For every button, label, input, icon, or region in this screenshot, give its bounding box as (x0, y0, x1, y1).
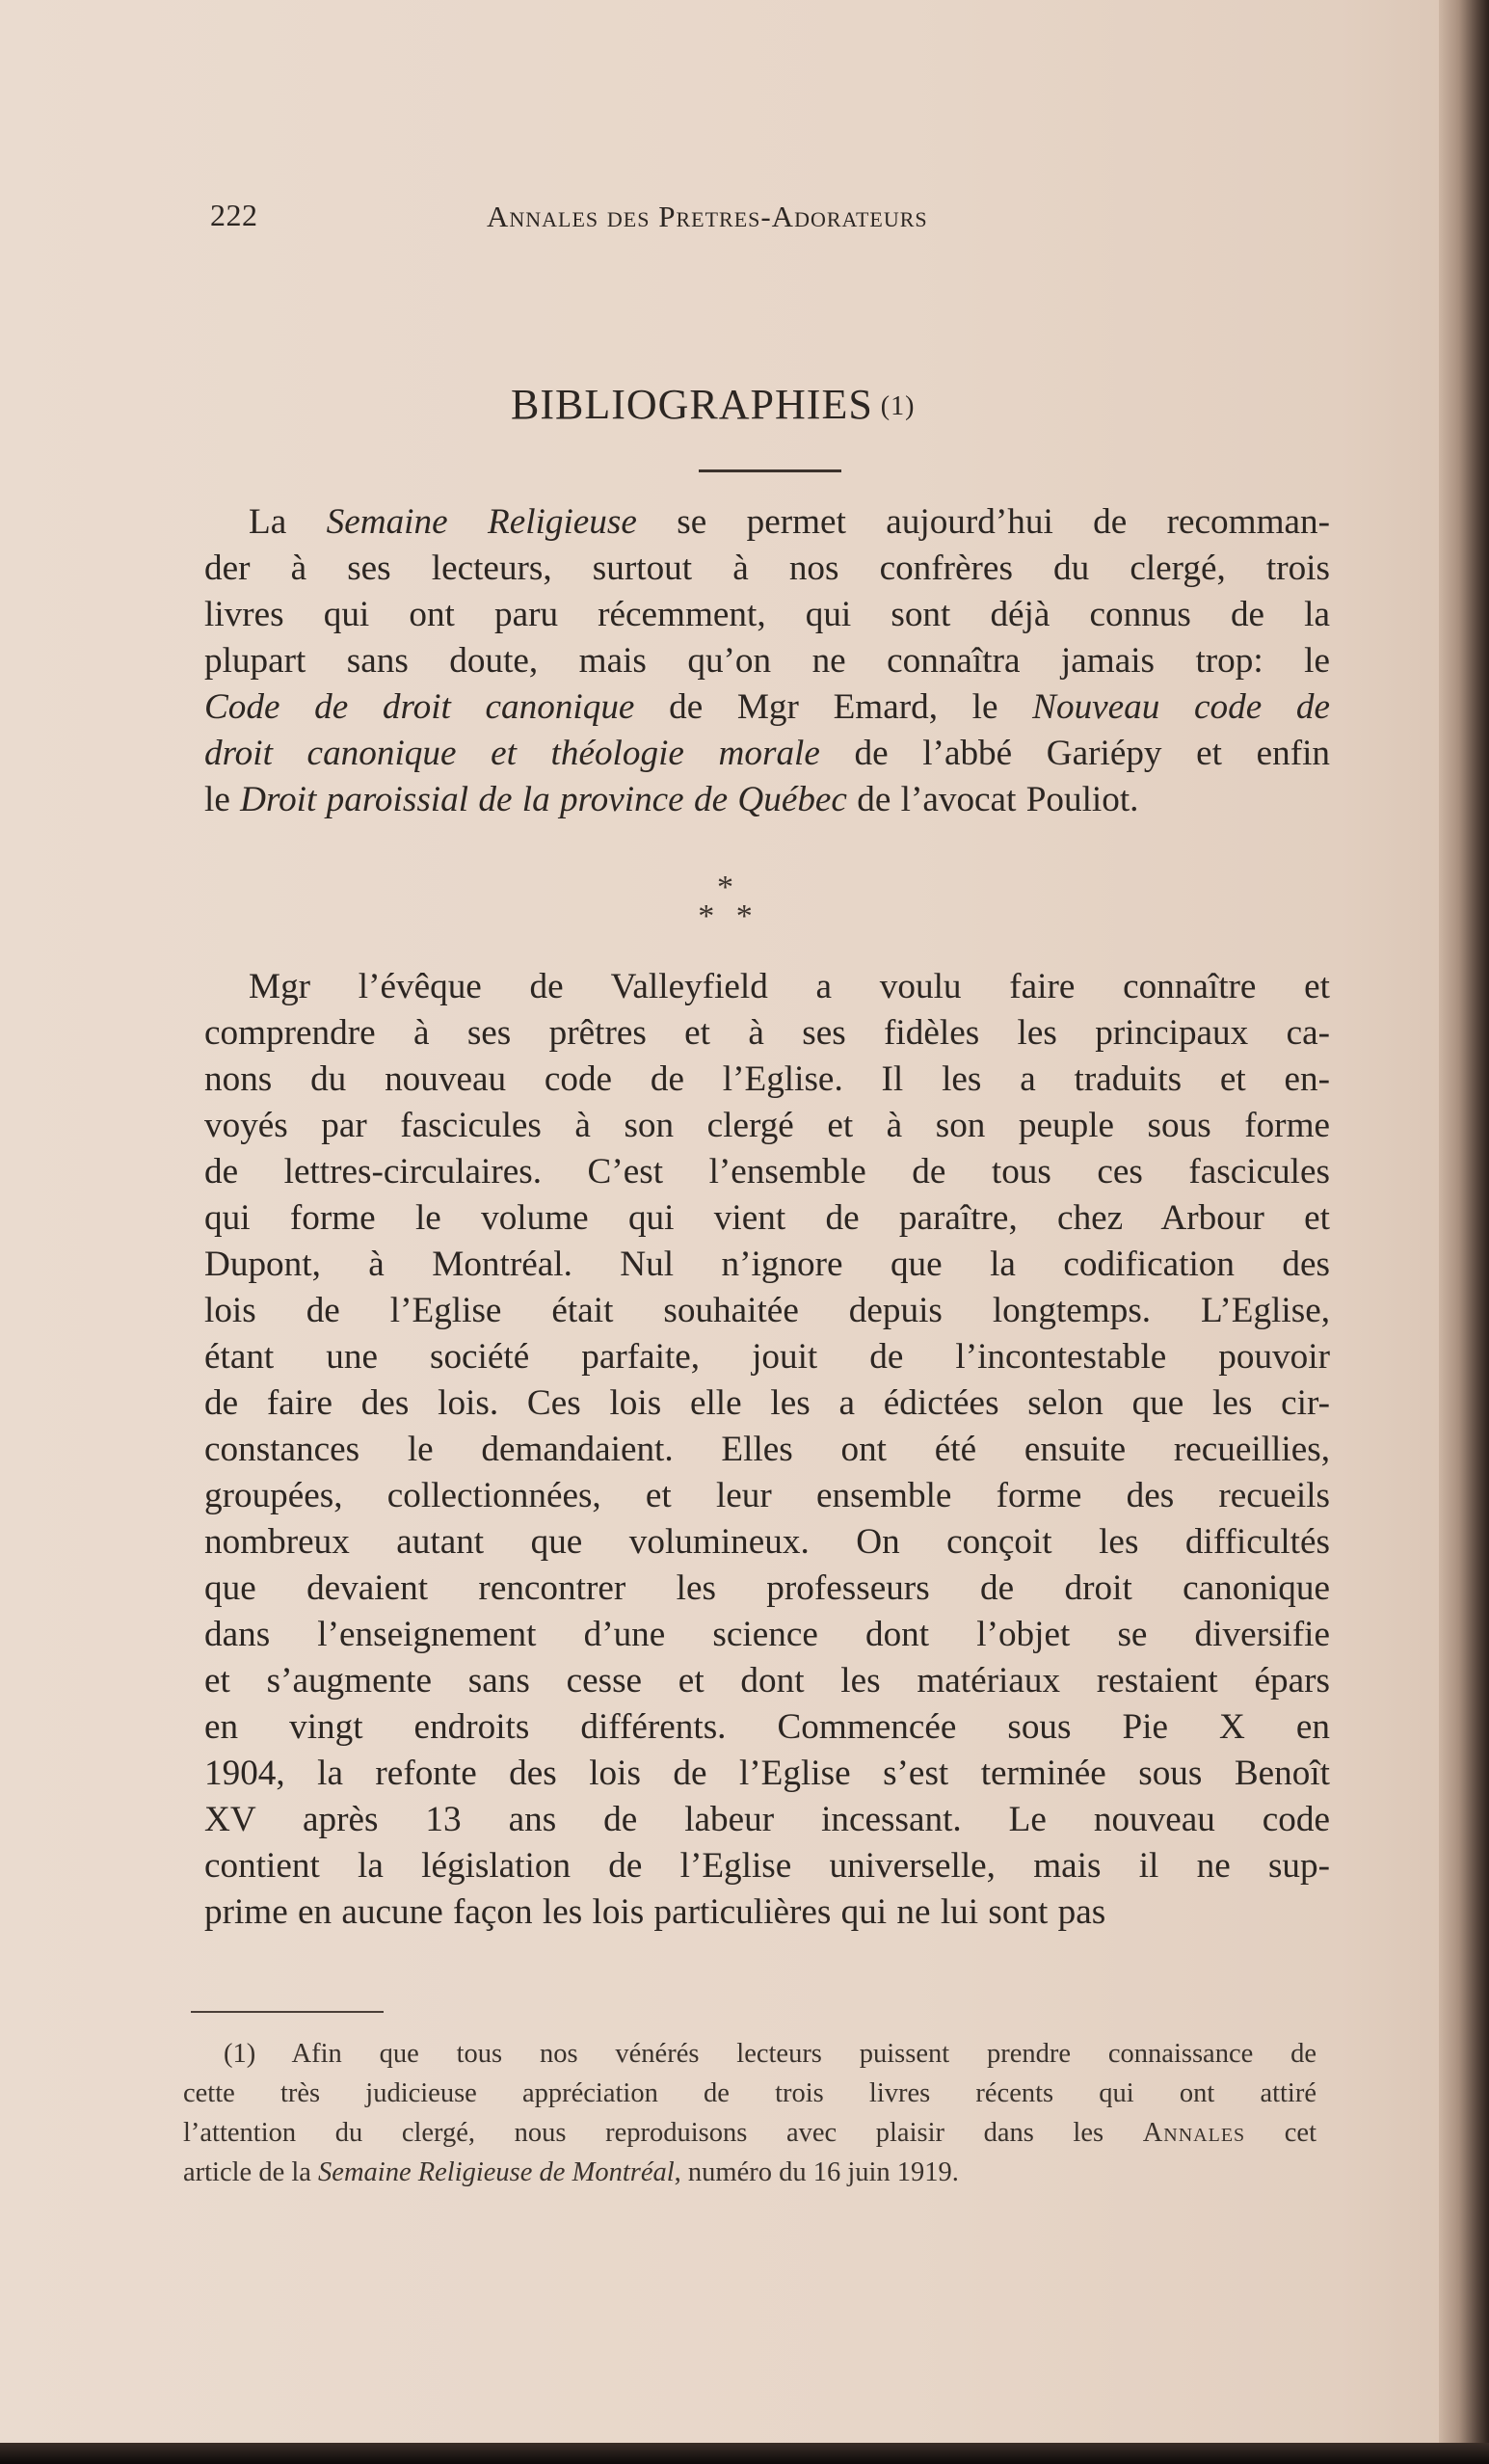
italic-title: Semaine Religieuse de Montréal (318, 2157, 675, 2187)
paragraph-2 (204, 964, 1330, 1936)
text-line: de lettres-circulaires. C’est l’ensemble de tous ces fascicules (204, 1152, 1330, 1192)
book-spine-shadow (1439, 0, 1489, 2464)
text-line: (1) Afin que tous nos vénérés lecteurs puissent prendre connaissance de (224, 2039, 1316, 2069)
text-line: l’attention du clergé, nous reproduisons avec plaisir dans les Annales cet (183, 2118, 1316, 2148)
paragraph-1 (204, 499, 1330, 823)
text-line: groupées, collectionnées, et leur ensemble forme des recueils (204, 1476, 1330, 1515)
footnote (183, 2034, 1316, 2192)
text-line: que devaient rencontrer les professeurs de droit canonique (204, 1568, 1330, 1608)
italic-title: Nouveau code de (1032, 687, 1330, 727)
asterism-bottom: * * (698, 898, 753, 934)
text-line: nons du nouveau code de l’Eglise. Il les a traduits et en- (204, 1059, 1330, 1099)
text-line: Code de droit canonique de Mgr Emard, le Nouveau code de (204, 687, 1330, 727)
italic-title: Droit paroissial de la province de Québec (240, 780, 847, 819)
text-line: Mgr l’évêque de Valleyfield a voulu faire connaître et (249, 967, 1330, 1006)
italic-title: droit canonique et théologie morale (204, 734, 820, 773)
text-line: contient la législation de l’Eglise universelle, mais il ne sup- (204, 1846, 1330, 1886)
running-header (0, 198, 1489, 236)
text-line: Dupont, à Montréal. Nul n’ignore que la codification des (204, 1245, 1330, 1284)
text-line: XV après 13 ans de labeur incessant. Le nouveau code (204, 1800, 1330, 1839)
text-line: lois de l’Eglise était souhaitée depuis longtemps. L’Eglise, (204, 1291, 1330, 1330)
page-bottom-edge (0, 2443, 1489, 2464)
small-caps-text: Annales (1142, 2118, 1246, 2148)
footnote-rule (191, 2011, 384, 2013)
article-title-text: BIBLIOGRAPHIES (511, 381, 873, 428)
text-line: dans l’enseignement d’une science dont l’objet se diversifie (204, 1615, 1330, 1654)
text-line: en vingt endroits différents. Commencée sous Pie X en (204, 1707, 1330, 1747)
italic-title: Semaine Religieuse (326, 502, 637, 542)
text-line: prime en aucune façon les lois particulières qui ne lui sont pas (204, 1892, 1106, 1932)
text-line: qui forme le volume qui vient de paraître, chez Arbour et (204, 1198, 1330, 1238)
text-line: voyés par fascicules à son clergé et à son peuple sous forme (204, 1106, 1330, 1145)
footnote-reference: (1) (880, 391, 916, 421)
italic-title: Code de droit canonique (204, 687, 635, 727)
page-number: 222 (210, 198, 258, 232)
article-title (511, 380, 915, 429)
text-line: de faire des lois. Ces lois elle les a édictées selon que les cir- (204, 1383, 1330, 1423)
text-line: der à ses lecteurs, surtout à nos confrères du clergé, trois (204, 549, 1330, 588)
text-line: nombreux autant que volumineux. On conçoit les difficultés (204, 1522, 1330, 1562)
text-line: constances le demandaient. Elles ont été ensuite recueillies, (204, 1430, 1330, 1469)
text-line: et s’augmente sans cesse et dont les matériaux restaient épars (204, 1661, 1330, 1701)
text-line: étant une société parfaite, jouit de l’incontestable pouvoir (204, 1337, 1330, 1377)
text-line: livres qui ont paru récemment, qui sont déjà connus de la (204, 595, 1330, 634)
title-rule (699, 469, 841, 472)
journal-title: Annales des Pretres-Adorateurs (487, 200, 928, 233)
text-line: droit canonique et théologie morale de l’abbé Gariépy et enfin (204, 734, 1331, 773)
text-line: plupart sans doute, mais qu’on ne connaîtra jamais trop: le (204, 641, 1330, 681)
asterism-top: * (717, 870, 733, 905)
text-line: comprendre à ses prêtres et à ses fidèles les principaux ca- (204, 1013, 1330, 1053)
text-line: La Semaine Religieuse se permet aujourd’hui de recomman- (249, 502, 1330, 542)
text-line: article de la Semaine Religieuse de Montréal, numéro du 16 juin 1919. (183, 2157, 959, 2187)
text-line: 1904, la refonte des lois de l’Eglise s’est terminée sous Benoît (204, 1754, 1330, 1793)
text-line: cette très judicieuse appréciation de trois livres récents qui ont attiré (183, 2078, 1316, 2108)
text-line: le Droit paroissial de la province de Québec de l’avocat Pouliot. (204, 780, 1139, 819)
